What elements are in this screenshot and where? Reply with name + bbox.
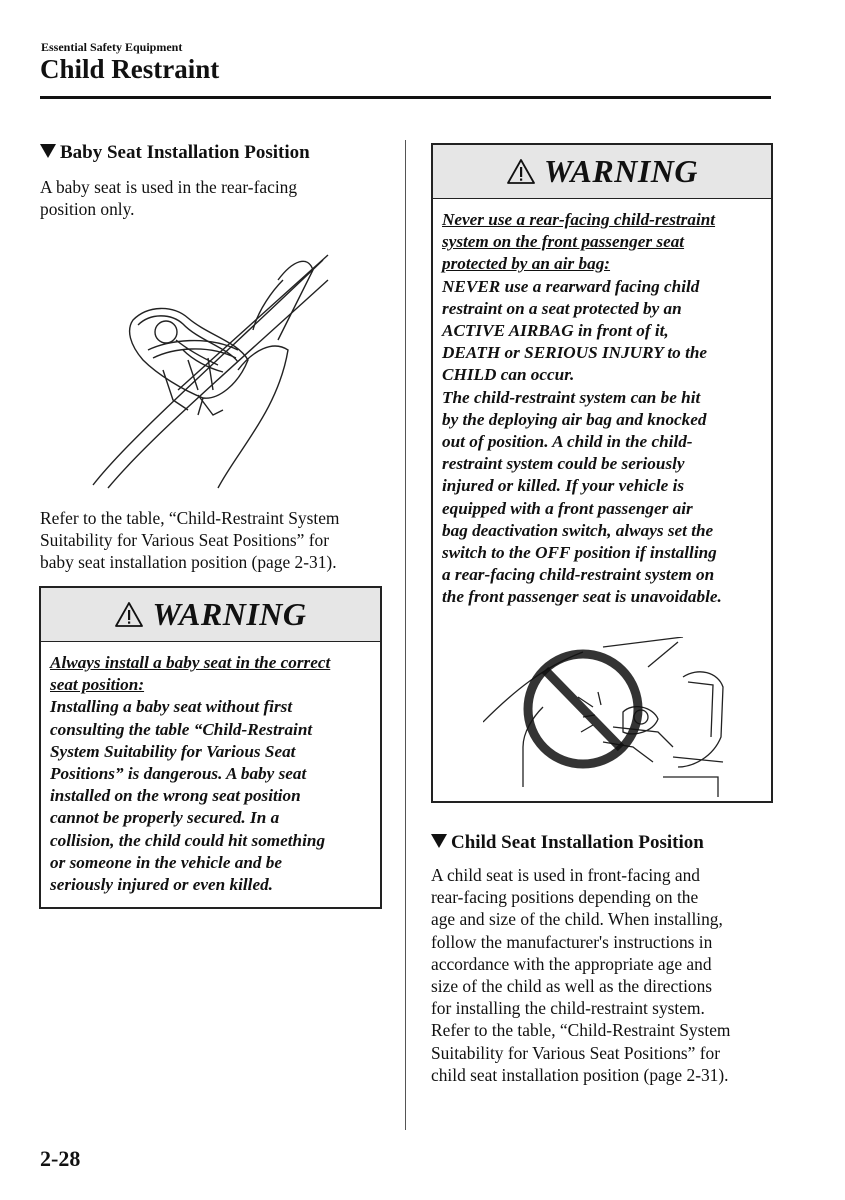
warning-line: NEVER use a rearward facing child (442, 276, 700, 296)
warning-line: seriously injured or even killed. (50, 875, 273, 895)
page-title: Child Restraint (40, 54, 220, 84)
baby-seat-refer (40, 507, 339, 574)
warning-line: consulting the table “Child-Restraint (50, 719, 313, 739)
baby-seat-heading (40, 142, 310, 164)
text-line: Suitability for Various Seat Positions” for (40, 530, 330, 551)
warning-title: WARNING (152, 596, 307, 632)
baby-seat-intro (40, 176, 297, 220)
text-line: position only. (40, 199, 135, 220)
no-rear-facing-airbag-illustration (483, 637, 728, 797)
warning-line: restraint system could be seriously (442, 454, 685, 474)
warning-underline-line: Always install a baby seat in the correct (50, 653, 331, 672)
warning-underline-line: protected by an air bag: (442, 254, 611, 274)
text-line: for installing the child-restraint system. (431, 998, 705, 1019)
text-line: baby seat installation position (page 2-31). (40, 552, 337, 573)
warning-line: Installing a baby seat without first (50, 697, 293, 717)
text-line: size of the child as well as the directions (431, 976, 713, 997)
warning-line: a rear-facing child-restraint system on (442, 565, 715, 585)
warning-underline-line: system on the front passenger seat (442, 232, 685, 252)
warning-line: injured or killed. If your vehicle is (442, 476, 685, 496)
text-line: Refer to the table, “Child-Restraint System (40, 508, 340, 528)
warning-line: the front passenger seat is unavoidable. (442, 587, 722, 607)
warning-triangle-icon (506, 158, 536, 185)
warning-line: cannot be properly secured. In a (50, 808, 280, 828)
warning-header (41, 588, 380, 642)
warning-line: CHILD can occur. (442, 365, 575, 385)
warning-body (433, 199, 771, 609)
text-line: A baby seat is used in the rear-facing (40, 177, 298, 197)
child-seat-paragraph (431, 864, 730, 1086)
warning-triangle-icon (114, 601, 144, 628)
text-line: age and size of the child. When installing, (431, 909, 723, 930)
warning-underline-line: Never use a rear-facing child-restraint (442, 210, 716, 229)
baby-seat-illustration (88, 250, 333, 490)
warning-line: switch to the OFF position if installing (442, 543, 717, 563)
baby-seat-warning-box (39, 586, 382, 909)
warning-header (433, 145, 771, 199)
triangle-bullet-icon (431, 834, 447, 848)
warning-line: installed on the wrong seat position (50, 786, 301, 806)
child-seat-heading-text: Child Seat Installation Position (451, 832, 704, 853)
warning-line: DEATH or SERIOUS INJURY to the (442, 343, 708, 363)
warning-line: equipped with a front passenger air (442, 498, 693, 518)
baby-seat-heading-text: Baby Seat Installation Position (60, 142, 310, 163)
text-line: follow the manufacturer's instructions in (431, 931, 713, 952)
text-line: Suitability for Various Seat Positions” for (431, 1042, 721, 1063)
text-line: child seat installation position (page 2-31). (431, 1064, 729, 1085)
warning-title: WARNING (543, 153, 699, 189)
warning-body (41, 642, 380, 896)
front-seat-warning-box (431, 143, 773, 803)
page-number: 2-28 (40, 1146, 81, 1171)
warning-line: collision, the child could hit something (50, 830, 326, 850)
warning-line: or someone in the vehicle and be (50, 852, 283, 872)
warning-line: Positions” is dangerous. A baby seat (50, 764, 307, 784)
warning-line: bag deactivation switch, always set the (442, 520, 714, 540)
warning-line: by the deploying air bag and knocked (442, 409, 707, 429)
text-line: rear-facing positions depending on the (431, 887, 699, 908)
header-rule (40, 96, 771, 99)
warning-line: System Suitability for Various Seat (50, 741, 296, 761)
column-divider (405, 140, 406, 1130)
text-line: accordance with the appropriate age and (431, 953, 712, 974)
text-line: A child seat is used in front-facing and (431, 865, 701, 885)
warning-line: The child-restraint system can be hit (442, 387, 701, 407)
child-seat-heading (431, 832, 704, 854)
warning-underline-line: seat position: (50, 675, 145, 695)
warning-line: restraint on a seat protected by an (442, 298, 682, 318)
section-label: Essential Safety Equipment (41, 40, 183, 54)
warning-line: ACTIVE AIRBAG in front of it, (442, 321, 669, 341)
triangle-bullet-icon (40, 144, 56, 158)
text-line: Refer to the table, “Child-Restraint System (431, 1020, 731, 1041)
warning-line: out of position. A child in the child- (442, 432, 693, 452)
